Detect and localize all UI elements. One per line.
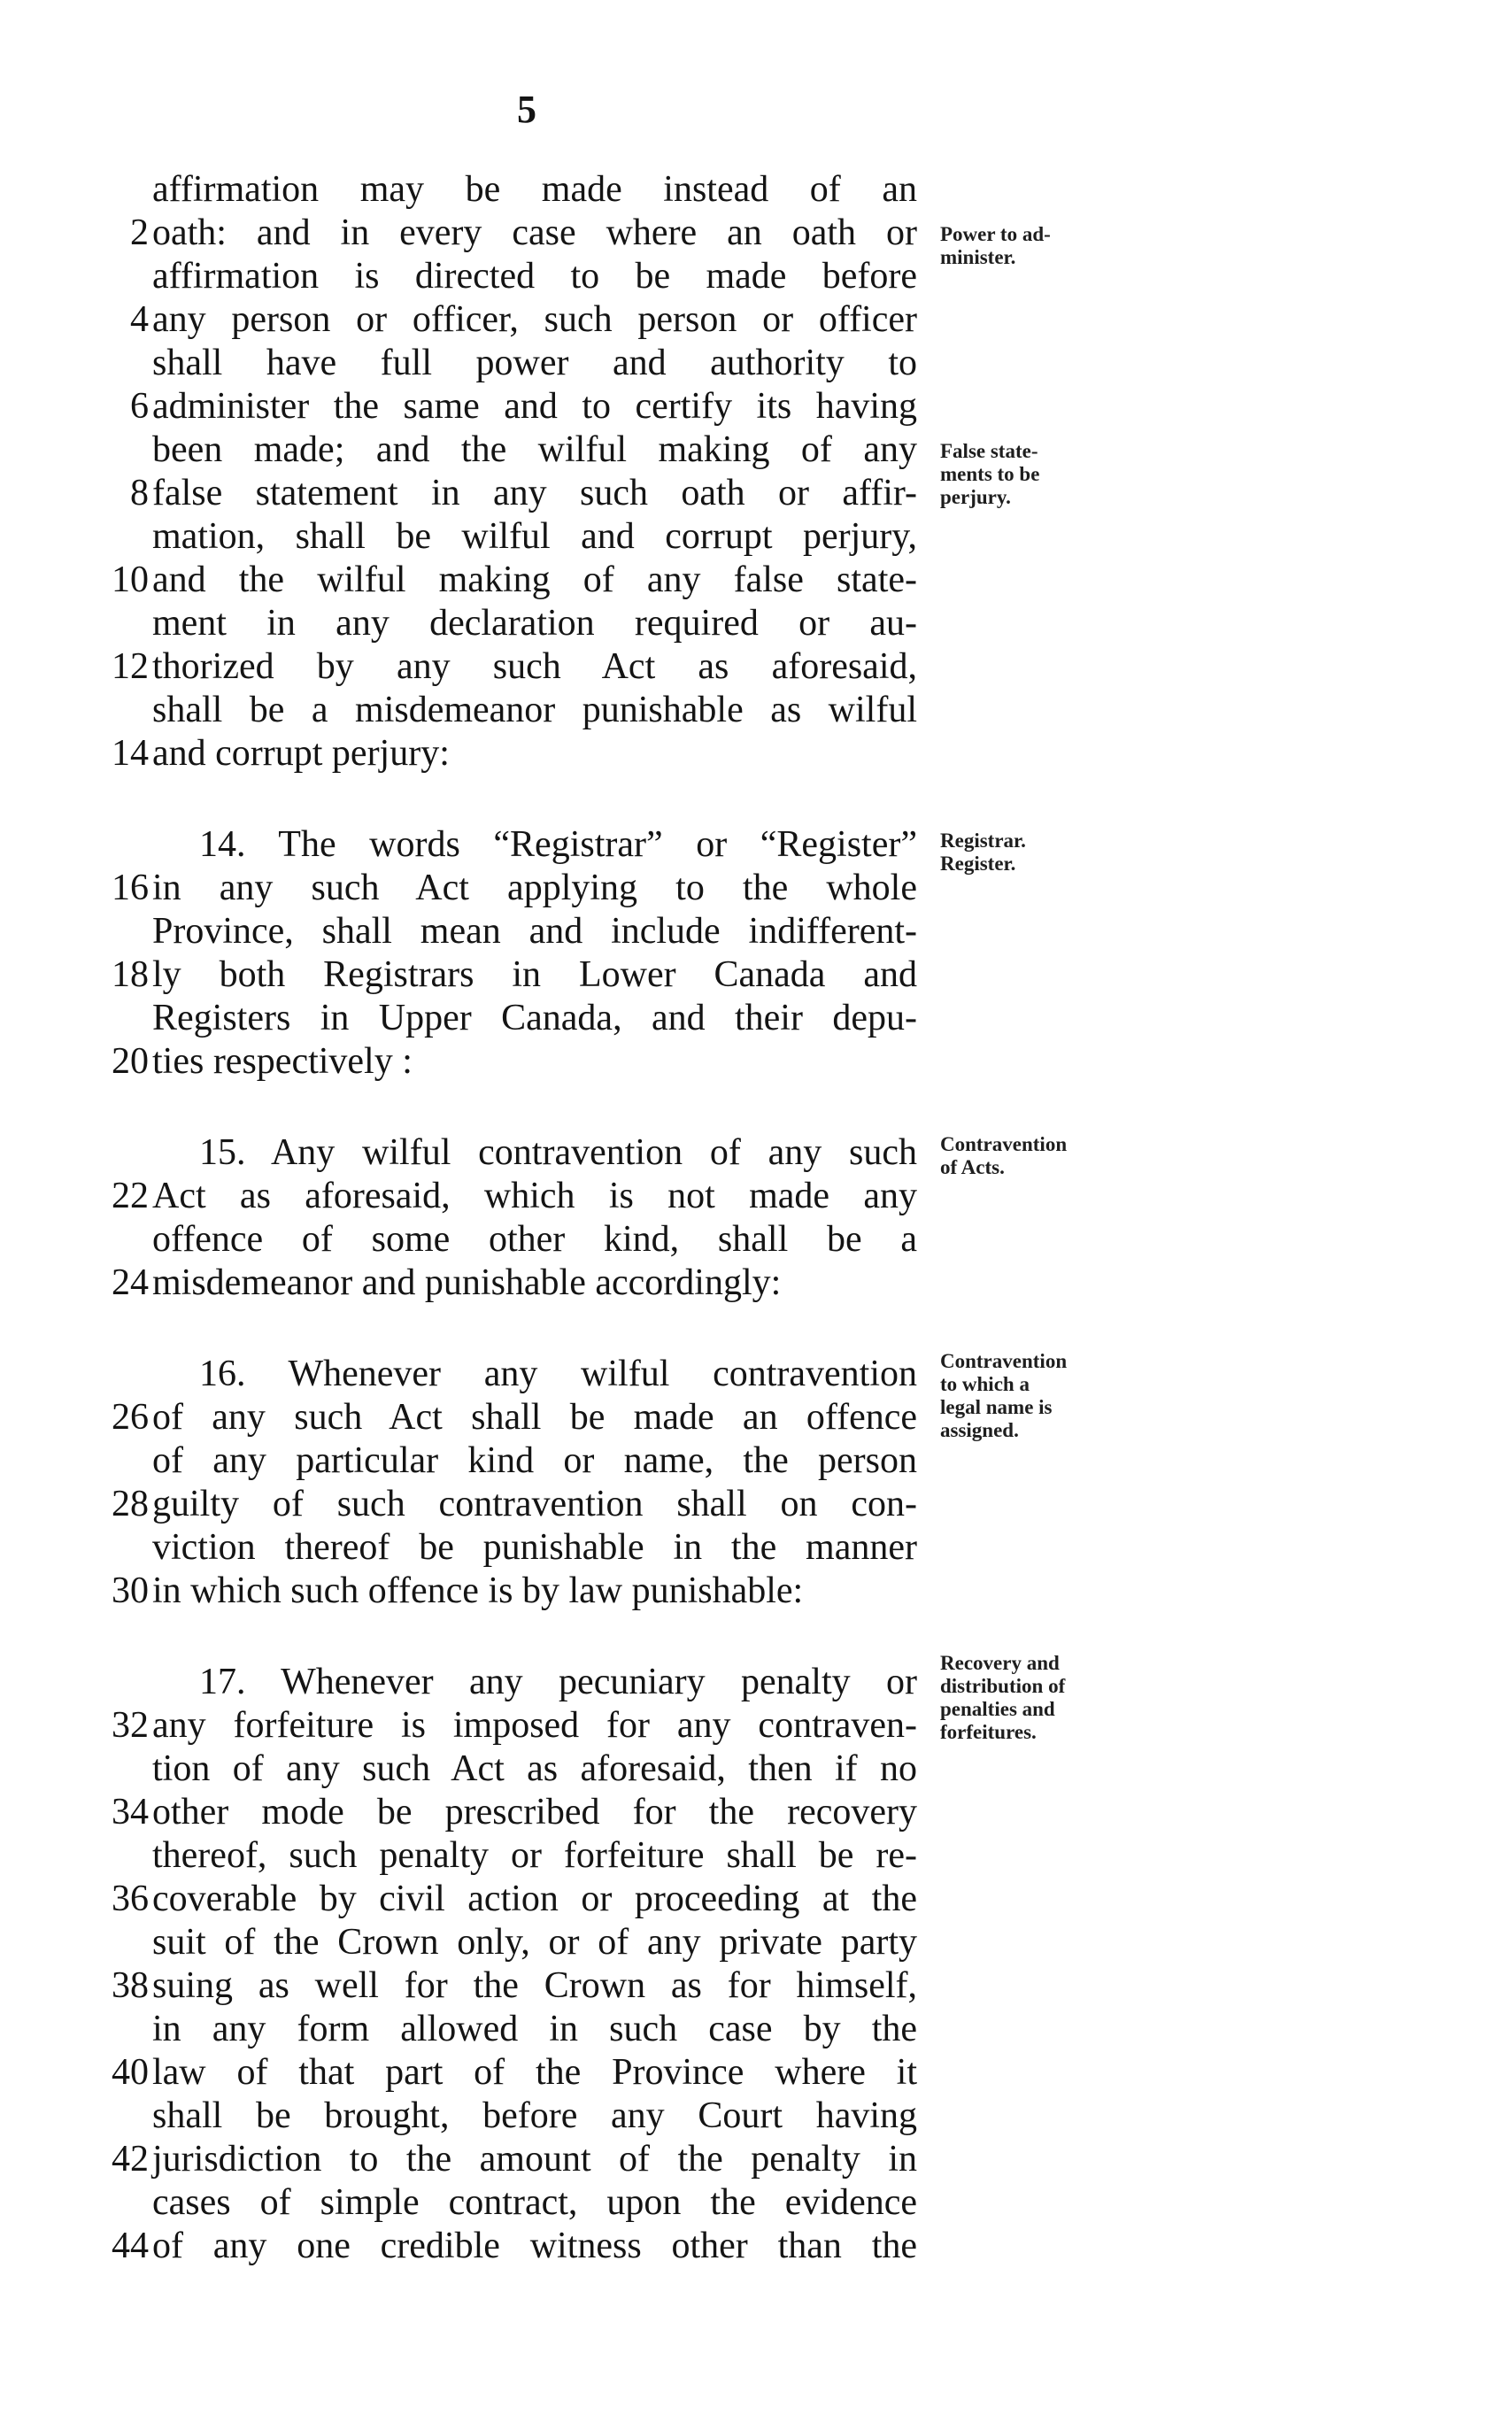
line-text: ly both Registrars in Lower Canada and bbox=[152, 954, 917, 995]
line-number: 26 bbox=[112, 1397, 149, 1438]
text-line bbox=[0, 867, 1512, 910]
margin-note-contravention-legal-name: Contravention to which a legal name is assigned. bbox=[940, 1350, 1068, 1441]
statute-text bbox=[0, 168, 1512, 2268]
text-line bbox=[0, 168, 1512, 212]
line-number: 34 bbox=[112, 1792, 149, 1832]
line-number: 24 bbox=[112, 1262, 149, 1303]
line-number: 30 bbox=[112, 1570, 149, 1611]
text-line bbox=[0, 1526, 1512, 1570]
line-number: 28 bbox=[112, 1484, 149, 1524]
text-line bbox=[0, 1483, 1512, 1526]
line-text: shall be brought, before any Court having bbox=[152, 2095, 917, 2136]
text-line bbox=[0, 255, 1512, 298]
text-line bbox=[0, 910, 1512, 953]
text-line bbox=[0, 1439, 1512, 1483]
text-line bbox=[0, 385, 1512, 428]
line-text: Registers in Upper Canada, and their depu- bbox=[152, 998, 917, 1038]
line-text: cases of simple contract, upon the evidence bbox=[152, 2182, 917, 2223]
text-line bbox=[0, 1834, 1512, 1878]
line-number: 14 bbox=[112, 733, 149, 774]
line-text: of any particular kind or name, the person bbox=[152, 1440, 917, 1481]
text-line bbox=[0, 732, 1512, 775]
text-line bbox=[0, 2181, 1512, 2225]
line-text: administer the same and to certify its having bbox=[152, 386, 917, 427]
line-text: offence of some other kind, shall be a bbox=[152, 1219, 917, 1260]
line-number: 20 bbox=[112, 1041, 149, 1082]
margin-note-recovery-of-penalties: Recovery and distribution of penalties and forfeitures. bbox=[940, 1652, 1066, 1743]
text-line bbox=[0, 602, 1512, 645]
line-number: 4 bbox=[130, 299, 149, 340]
line-number: 32 bbox=[112, 1705, 149, 1746]
line-text: 16. Whenever any wilful contravention bbox=[199, 1354, 917, 1394]
line-number: 8 bbox=[130, 473, 149, 513]
line-text: and corrupt perjury: bbox=[152, 733, 450, 774]
text-line bbox=[0, 515, 1512, 559]
line-text: Act as aforesaid, which is not made any bbox=[152, 1176, 917, 1216]
line-text: false statement in any such oath or affir- bbox=[152, 473, 917, 513]
line-text: affirmation may be made instead of an bbox=[152, 169, 917, 210]
text-line bbox=[0, 2225, 1512, 2268]
line-text: affirmation is directed to be made before bbox=[152, 256, 917, 297]
page-number: 5 bbox=[517, 88, 536, 131]
line-number: 42 bbox=[112, 2139, 149, 2180]
line-text: in any form allowed in such case by the bbox=[152, 2009, 917, 2049]
line-text: suing as well for the Crown as for himself, bbox=[152, 1965, 917, 2006]
text-line bbox=[0, 1570, 1512, 1613]
text-line bbox=[0, 2095, 1512, 2138]
line-text: jurisdiction to the amount of the penalty in bbox=[152, 2139, 917, 2180]
line-text: been made; and the wilful making of any bbox=[152, 429, 917, 470]
line-text: of any one credible witness other than the bbox=[152, 2226, 917, 2266]
line-number: 6 bbox=[130, 386, 149, 427]
line-text: tion of any such Act as aforesaid, then if no bbox=[152, 1748, 917, 1789]
line-number: 40 bbox=[112, 2052, 149, 2093]
text-line bbox=[0, 997, 1512, 1040]
text-line bbox=[0, 689, 1512, 732]
line-number: 2 bbox=[130, 212, 149, 253]
text-line bbox=[0, 2051, 1512, 2095]
text-line bbox=[0, 559, 1512, 602]
line-text: thorized by any such Act as aforesaid, bbox=[152, 646, 917, 687]
margin-note-contravention-of-acts: Contravention of Acts. bbox=[940, 1133, 1068, 1178]
text-line bbox=[0, 645, 1512, 689]
line-text: ties respectively : bbox=[152, 1041, 413, 1082]
line-text: in which such offence is by law punishable: bbox=[152, 1570, 804, 1611]
line-number: 16 bbox=[112, 868, 149, 908]
margin-note-power-to-administer: Power to ad- minister. bbox=[940, 223, 1051, 268]
line-text: guilty of such contravention shall on con- bbox=[152, 1484, 917, 1524]
section-14-heading-line bbox=[0, 823, 1512, 867]
line-number: 44 bbox=[112, 2226, 149, 2266]
line-text: law of that part of the Province where it bbox=[152, 2052, 917, 2093]
text-line bbox=[0, 1704, 1512, 1748]
text-line bbox=[0, 472, 1512, 515]
text-line bbox=[0, 1878, 1512, 1921]
margin-note-false-statements: False state- ments to be perjury. bbox=[940, 440, 1040, 508]
text-line bbox=[0, 1396, 1512, 1439]
text-line bbox=[0, 342, 1512, 385]
line-text: in any such Act applying to the whole bbox=[152, 868, 917, 908]
text-line bbox=[0, 2008, 1512, 2051]
line-text: oath: and in every case where an oath or bbox=[152, 212, 917, 253]
text-line bbox=[0, 1964, 1512, 2008]
text-line bbox=[0, 1175, 1512, 1218]
line-text: any person or officer, such person or officer bbox=[152, 299, 917, 340]
line-text: 14. The words “Registrar” or “Register” bbox=[199, 824, 917, 865]
text-line bbox=[0, 428, 1512, 472]
line-text: and the wilful making of any false state- bbox=[152, 559, 917, 600]
line-text: other mode be prescribed for the recovery bbox=[152, 1792, 917, 1832]
line-text: ment in any declaration required or au- bbox=[152, 603, 917, 644]
text-line bbox=[0, 953, 1512, 997]
line-text: shall be a misdemeanor punishable as wilful bbox=[152, 690, 917, 730]
line-text: 17. Whenever any pecuniary penalty or bbox=[199, 1662, 917, 1702]
text-line bbox=[0, 1748, 1512, 1791]
line-text: 15. Any wilful contravention of any such bbox=[199, 1132, 917, 1173]
line-text: shall have full power and authority to bbox=[152, 343, 917, 383]
line-number: 36 bbox=[112, 1879, 149, 1919]
line-number: 38 bbox=[112, 1965, 149, 2006]
line-text: of any such Act shall be made an offence bbox=[152, 1397, 917, 1438]
text-line bbox=[0, 1218, 1512, 1262]
line-number: 12 bbox=[112, 646, 149, 687]
text-line bbox=[0, 1791, 1512, 1834]
line-text: coverable by civil action or proceeding at the bbox=[152, 1879, 917, 1919]
section-16-heading-line bbox=[0, 1353, 1512, 1396]
line-text: suit of the Crown only, or of any private party bbox=[152, 1922, 917, 1963]
margin-note-registrar: Registrar. Register. bbox=[940, 829, 1026, 875]
line-number: 22 bbox=[112, 1176, 149, 1216]
line-text: Province, shall mean and include indifferent- bbox=[152, 911, 917, 952]
line-text: thereof, such penalty or forfeiture shall be re- bbox=[152, 1835, 917, 1876]
text-line bbox=[0, 1040, 1512, 1084]
text-line bbox=[0, 212, 1512, 255]
line-number: 10 bbox=[112, 559, 149, 600]
line-text: viction thereof be punishable in the manner bbox=[152, 1527, 917, 1568]
text-line bbox=[0, 2138, 1512, 2181]
text-line bbox=[0, 298, 1512, 342]
line-text: any forfeiture is imposed for any contraven- bbox=[152, 1705, 917, 1746]
section-17-heading-line bbox=[0, 1661, 1512, 1704]
section-15-heading-line bbox=[0, 1131, 1512, 1175]
line-text: mation, shall be wilful and corrupt perjury, bbox=[152, 516, 917, 557]
text-line bbox=[0, 1262, 1512, 1305]
text-line bbox=[0, 1921, 1512, 1964]
line-text: misdemeanor and punishable accordingly: bbox=[152, 1262, 782, 1303]
line-number: 18 bbox=[112, 954, 149, 995]
